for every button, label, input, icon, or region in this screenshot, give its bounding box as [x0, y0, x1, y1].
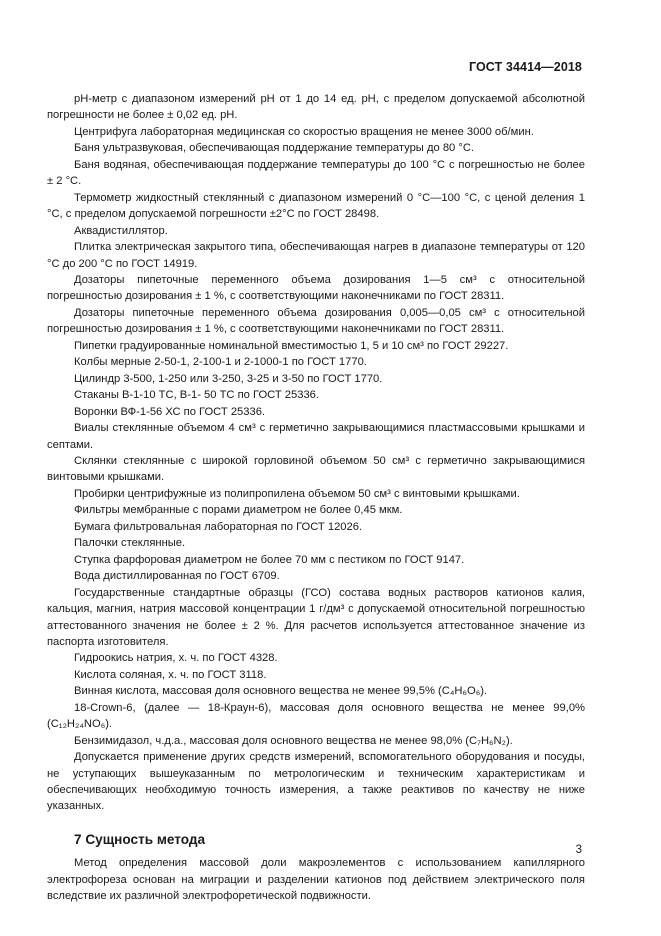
- paragraph: pH-метр с диапазоном измерений pH от 1 до 14 ед. pH, с пределом допускаемой абсолютной погрешности не более ± 0,02 ед. pH.: [47, 93, 585, 122]
- paragraph: Дозаторы пипеточные переменного объема дозирования 0,005—0,05 см³ с относительной погрешностью дозирования ± 1 %, с соответствующими наконечниками по ГОСТ 28311.: [47, 306, 585, 336]
- paragraph: Стаканы В-1-10 ТС, В-1- 50 ТС по ГОСТ 25336.: [74, 389, 320, 402]
- paragraph: Цилиндр 3-500, 1-250 или 3-250, 3-25 и 3-50 по ГОСТ 1770.: [74, 372, 383, 385]
- paragraph: Допускается применение других средств измерений, вспомогательного оборудования и посуды, не уступающих вышеуказанным по метрологическим и техническим характеристикам и обеспечивающих необходимую точность измерения, а также реактивов по качеству не ниже указанных.: [47, 751, 585, 813]
- section-paragraph: Метод определения массовой доли макроэлементов с использованием капиллярного электрофореза основан на миграции и разделении катионов под действием электрического поля вследствие их различной электрофоретической подвижности.: [47, 857, 585, 903]
- paragraph: Воронки ВФ-1-56 ХС по ГОСТ 25336.: [74, 405, 266, 418]
- paragraph: Ступка фарфоровая диаметром не более 70 мм с пестиком по ГОСТ 9147.: [74, 553, 465, 566]
- paragraph: Гидроокись натрия, х. ч. по ГОСТ 4328.: [74, 652, 278, 665]
- paragraph: Пробирки центрифужные из полипропилена объемом 50 см³ с винтовыми крышками.: [74, 487, 520, 500]
- paragraph: Фильтры мембранные с порами диаметром не более 0,45 мкм.: [74, 504, 403, 517]
- document-body: [47, 91, 585, 905]
- paragraph: Бумага фильтровальная лабораторная по ГОСТ 12026.: [74, 520, 363, 533]
- paragraph: Аквадистиллятор.: [74, 224, 168, 237]
- page-number: 3: [575, 844, 582, 856]
- paragraph: Вода дистиллированная по ГОСТ 6709.: [74, 570, 280, 583]
- paragraph: Пипетки градуированные номинальной вместимостью 1, 5 и 10 см³ по ГОСТ 29227.: [74, 339, 509, 352]
- paragraph: Термометр жидкостный стеклянный с диапазоном измерений 0 °С—100 °С, с ценой деления 1 °С, с пределом допускаемой погрешности ±2°С по ГОСТ 28498.: [47, 191, 585, 221]
- paragraph: Винная кислота, массовая доля основного вещества не менее 99,5% (C₄H₆O₆).: [74, 685, 488, 698]
- paragraph: Кислота соляная, х. ч. по ГОСТ 3118.: [74, 668, 267, 681]
- paragraph: Государственные стандартные образцы (ГСО) состава водных растворов катионов калия, кальция, магния, натрия массовой концентрации 1 г/дм³ с допускаемой относительной погрешностью аттестованного значения не более ± 2 %. Для расчетов используется аттестованное значение из паспорта изготовителя.: [47, 586, 585, 648]
- paragraph: 18-Crown-6, (далее — 18-Краун-6), массовая доля основного вещества не менее 99,0% (C₁₂H₂₄NO₆).: [47, 701, 585, 731]
- paragraph: Баня водяная, обеспечивающая поддержание температуры до 100 °С с погрешностью не более ± 2 °С.: [47, 158, 585, 188]
- paragraph: Плитка электрическая закрытого типа, обеспечивающая нагрев в диапазоне температуры от 120 °С до 200 °С по ГОСТ 14919.: [47, 241, 585, 270]
- paragraph: Дозаторы пипеточные переменного объема дозирования 1—5 см³ с относительной погрешностью дозирования ± 1 %, с соответствующими наконечниками по ГОСТ 28311.: [47, 273, 585, 303]
- paragraph: Центрифуга лабораторная медицинская со скоростью вращения не менее 3000 об/мин.: [74, 125, 534, 138]
- paragraph: Баня ультразвуковая, обеспечивающая поддержание температуры до 80 °С.: [74, 142, 475, 155]
- paragraph: Виалы стеклянные объемом 4 см³ с герметично закрывающимися пластмассовыми крышками и септами.: [47, 422, 585, 451]
- paragraph: Палочки стеклянные.: [74, 537, 186, 550]
- standard-code-header: ГОСТ 34414—2018: [468, 60, 582, 74]
- paragraph: Склянки стеклянные с широкой горловиной объемом 50 см³ с герметично закрывающимися винтовыми крышками.: [47, 454, 585, 484]
- paragraph: Колбы мерные 2-50-1, 2-100-1 и 2-1000-1 по ГОСТ 1770.: [74, 356, 367, 369]
- paragraph: Бензимидазол, ч.д.а., массовая доля основного вещества не менее 98,0% (C₇H₆N₂).: [74, 734, 513, 747]
- section-title: 7 Сущность метода: [74, 831, 206, 847]
